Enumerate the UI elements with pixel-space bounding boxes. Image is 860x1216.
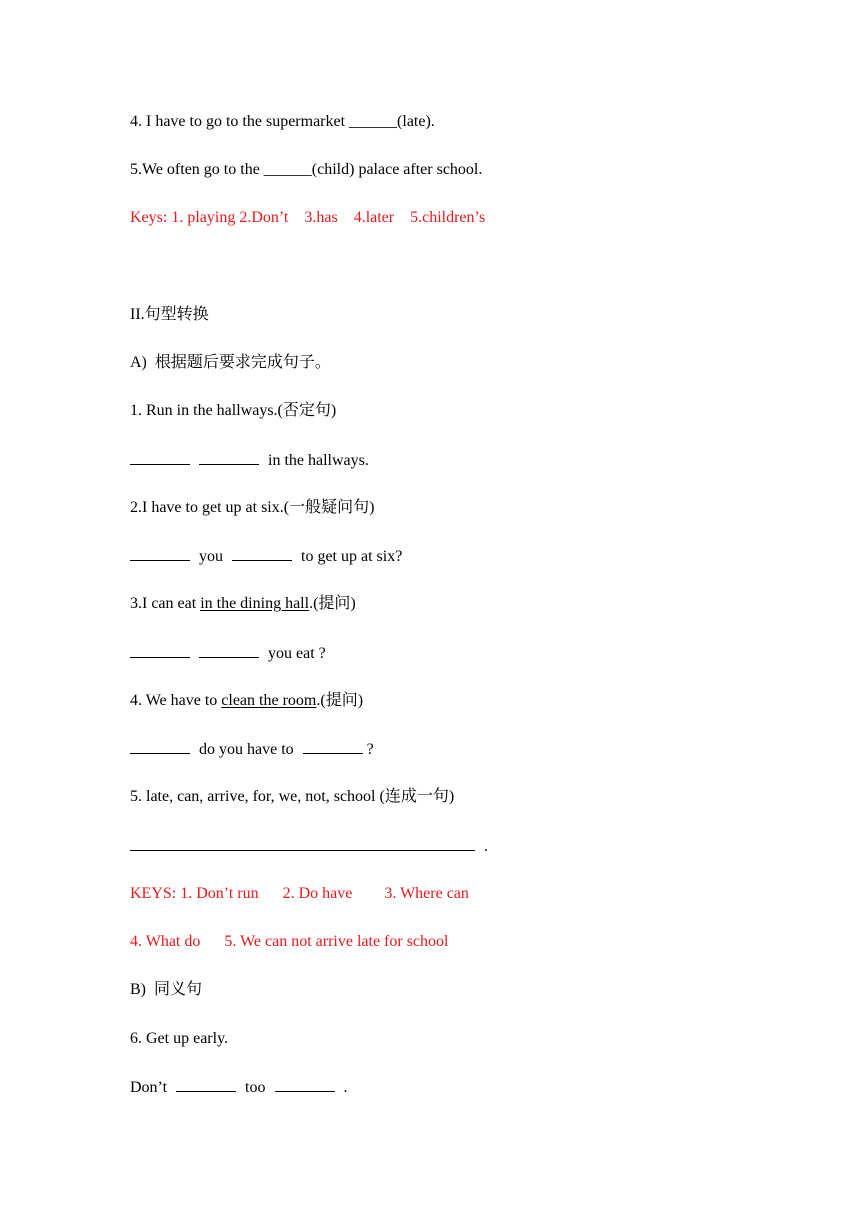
question-1: 1. Run in the hallways.(否定句) [130,402,337,419]
question-4 [130,691,363,711]
answer-blank[interactable] [130,450,190,465]
answer-blank[interactable] [130,739,190,754]
question-text: 3.I can eat [130,595,201,612]
question-5: 5. late, can, arrive, for, we, not, school (连成一句) [130,788,455,805]
answer-blank[interactable] [275,1077,335,1092]
answer-line-3 [130,643,326,664]
underlined-phrase: clean the room [221,692,317,709]
answer-blank[interactable] [199,643,259,658]
answer-line-text: you [199,548,223,565]
answer-blank[interactable] [199,450,259,465]
answer-line-2 [130,546,402,567]
answer-line-text: ? [366,741,374,758]
answer-line-text: Don’t [130,1079,168,1096]
underlined-phrase: in the dining hall [200,595,310,612]
exercise-line-4: 4. I have to go to the supermarket ______(late). [130,113,435,130]
answer-line-text: . [484,838,488,855]
answer-blank[interactable] [176,1077,236,1092]
question-text: .(提问) [316,692,364,709]
answer-blank[interactable] [130,643,190,658]
part-b-instruction: B) 同义句 [130,981,203,998]
answer-line-text: to get up at six? [301,548,403,565]
answer-line-text: in the hallways. [268,452,369,469]
question-text: 4. We have to [130,692,222,709]
answer-line-6 [130,1077,348,1098]
answer-line-text: do you have to [199,741,294,758]
question-3 [130,594,356,614]
question-6: 6. Get up early. [130,1030,229,1047]
exercise-line-5: 5.We often go to the ______(child) palace after school. [130,161,483,178]
answer-line-text: you eat ? [268,645,326,662]
section-heading: II.句型转换 [130,306,209,323]
answer-blank[interactable] [303,739,363,754]
answer-line-4 [130,739,374,760]
answer-line-text: too [245,1079,266,1096]
answer-blank[interactable] [130,546,190,561]
answer-line-1 [130,450,369,471]
answer-line-5 [130,836,488,857]
answer-key-part-2b: 4. What do 5. We can not arrive late for school [130,933,449,950]
answer-blank[interactable] [232,546,292,561]
answer-line-text: . [343,1079,348,1096]
part-a-instruction: A) 根据题后要求完成句子。 [130,354,331,371]
answer-blank[interactable] [130,836,475,851]
question-text: .(提问) [309,595,356,612]
question-2: 2.I have to get up at six.(一般疑问句) [130,499,375,516]
answer-key-part-1: Keys: 1. playing 2.Don’t 3.has 4.later 5.children’s [130,209,486,226]
answer-key-part-2a: KEYS: 1. Don’t run 2. Do have 3. Where can [130,885,469,902]
